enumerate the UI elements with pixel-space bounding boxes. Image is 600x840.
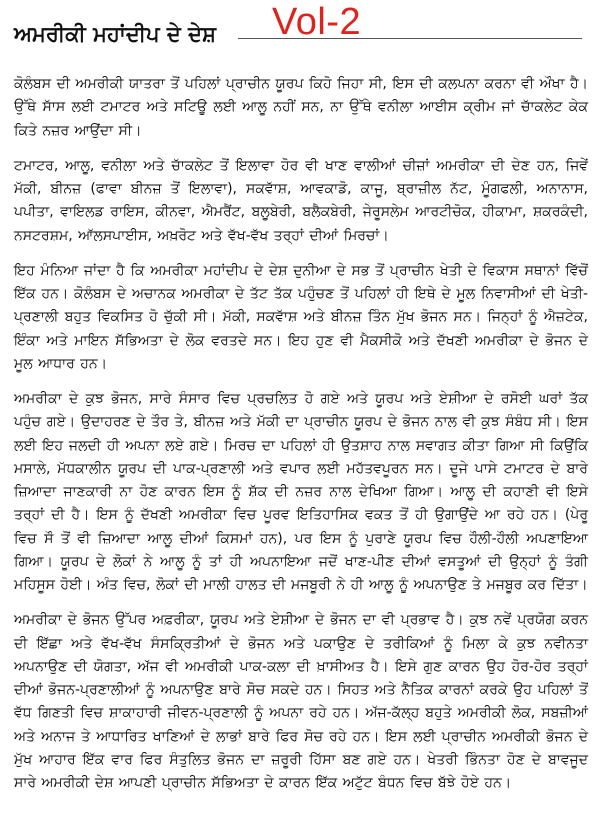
page-title: ਅਮਰੀਕੀ ਮਹਾਂਦੀਪ ਦੇ ਦੇਸ਼	[14, 22, 217, 46]
paragraph-2: ਟਮਾਟਰ, ਆਲੂ, ਵਨੀਲਾ ਅਤੇ ਚਾੱਕਲੇਟ ਤੋਂ ਇਲਾਵਾ ਹੋਰ ਵੀ ਖਾਣ ਵਾਲੀਆਂ ਚੀਜ਼ਾਂ ਅਮਰੀਕਾ ਦੀ ਦੇਣ ਹਨ, ਜਿਵੇਂ ਮੱਕੀ, ਬੀਨਜ਼ (ਫਾਵਾ ਬੀਨਜ਼ ਤੋਂ ਇਲਾਵਾ), ਸਕਵਾੱਸ਼, ਆਵਕਾਡੋ, ਕਾਜੂ, ਬ੍ਰਾਜ਼ੀਲ ਨੱਟ, ਮੂੰਗਫਲੀ, ਅਨਾਨਾਸ, ਪਪੀਤਾ, ਵਾਇਲਡ ਰਾਇਸ, ਕੀਨਵਾ, ਐਮਰੈਂਟ, ਬਲੂਬੇਰੀ, ਬਲੈਕਬੇਰੀ, ਜੇਰੂਸਲੇਮ ਆਰਟੀਚੋਕ, ਹੀਕਾਮਾ, ਸ਼ਕਰਕੰਦੀ, ਨਸਟਰਸ਼ਮ, ਆੱਲਸਪਾਈਸ, ਅਖ਼ਰੋਟ ਅਤੇ ਵੱਖ-ਵੱਖ ਤਰ੍ਹਾਂ ਦੀਆਂ ਮਿਰਚਾਂ।	[14, 157, 588, 244]
paragraph-3: ਇਹ ਮੰਨਿਆ ਜਾਂਦਾ ਹੈ ਕਿ ਅਮਰੀਕਾ ਮਹਾਂਦੀਪ ਦੇ ਦੇਸ਼ ਦੁਨੀਆ ਦੇ ਸਭ ਤੋਂ ਪ੍ਰਾਚੀਨ ਖੇਤੀ ਦੇ ਵਿਕਾਸ ਸਥਾਨਾਂ ਵਿੱਚੋਂ ਇੱਕ ਹਨ। ਕੋਲੰਬਸ ਦੇ ਅਚਾਨਕ ਅਮਰੀਕਾ ਦੇ ਤੱਟ ਤੱਕ ਪਹੁੰਚਣ ਤੋਂ ਪਹਿਲਾਂ ਹੀ ਇਥੇ ਦੇ ਮੂਲ ਨਿਵਾਸੀਆਂ ਦੀ ਖੇਤੀ-ਪ੍ਰਣਾਲੀ ਬਹੁਤ ਵਿਕਸਿਤ ਹੋ ਚੁੱਕੀ ਸੀ। ਮੱਕੀ, ਸਕਵਾੱਸ਼ ਅਤੇ ਬੀਨਜ਼ ਤਿੰਨ ਮੁੱਖ ਭੋਜਨ ਸਨ। ਜਿਨ੍ਹਾਂ ਨੂੰ ਐਜ਼ਟੇਕ, ਇੰਕਾ ਅਤੇ ਮਾਇਨ ਸੱਭਿਅਤਾ ਦੇ ਲੋਕ ਵਰਤਦੇ ਸਨ। ਇਹ ਹੁਣ ਵੀ ਮੈਕਸੀਕੋ ਅਤੇ ਦੱਖਣੀ ਅਮਰੀਕਾ ਦੇ ਭੋਜਨ ਦੇ ਮੂਲ ਆਧਾਰ ਹਨ।	[14, 262, 588, 372]
article-body	[14, 73, 588, 807]
paragraph-4: ਅਮਰੀਕਾ ਦੇ ਕੁਝ ਭੋਜਨ, ਸਾਰੇ ਸੰਸਾਰ ਵਿਚ ਪ੍ਰਚਲਿਤ ਹੋ ਗਏ ਅਤੇ ਯੂਰਪ ਅਤੇ ਏਸ਼ੀਆ ਦੇ ਰਸੋਈ ਘਰਾਂ ਤੱਕ ਪਹੁੰਚ ਗਏ। ਉਦਾਹਰਣ ਦੇ ਤੌਰ ਤੇ, ਬੀਨਜ਼ ਅਤੇ ਮੱਕੀ ਦਾ ਪ੍ਰਾਚੀਨ ਯੂਰਪ ਦੇ ਭੋਜਨ ਨਾਲ ਵੀ ਕੁਝ ਸੰਬੰਧ ਸੀ। ਇਸ ਲਈ ਇਹ ਜਲਦੀ ਹੀ ਅਪਨਾ ਲਏ ਗਏ। ਮਿਰਚ ਦਾ ਪਹਿਲਾਂ ਹੀ ਉਤਸ਼ਾਹ ਨਾਲ ਸਵਾਗਤ ਕੀਤਾ ਗਿਆ ਸੀ ਕਿਉਂਕਿ ਮਸਾਲੇ, ਮੱਧਕਾਲੀਨ ਯੂਰਪ ਦੀ ਪਾਕ-ਪ੍ਰਣਾਲੀ ਅਤੇ ਵਪਾਰ ਲਈ ਮਹੱਤਵਪੂਰਨ ਸਨ। ਦੂਜੇ ਪਾਸੇ ਟਮਾਟਰ ਦੇ ਬਾਰੇ ਜ਼ਿਆਦਾ ਜਾਣਕਾਰੀ ਨਾ ਹੋਣ ਕਾਰਨ ਇਸ ਨੂੰ ਸ਼ੱਕ ਦੀ ਨਜ਼ਰ ਨਾਲ ਦੇਖਿਆ ਗਿਆ। ਆਲੂ ਦੀ ਕਹਾਣੀ ਵੀ ਇਸੇ ਤਰ੍ਹਾਂ ਦੀ ਹੈ। ਇਸ ਨੂੰ ਦੱਖਣੀ ਅਮਰੀਕਾ ਵਿਚ ਪੂਰਵ ਇਤਿਹਾਸਿਕ ਵਕਤ ਤੋਂ ਹੀ ਉਗਾਉਂਦੇ ਆ ਰਹੇ ਹਨ। (ਪੇਰੂ ਵਿਚ ਸੌ ਤੋਂ ਵੀ ਜ਼ਿਆਦਾ ਆਲੂ ਦੀਆਂ ਕਿਸਮਾਂ ਹਨ), ਪਰ ਇਸ ਨੂੰ ਪੁਰਾਣੇ ਯੂਰਪ ਵਿਚ ਹੌਲੀ-ਹੌਲੀ ਅਪਣਾਇਆ ਗਿਆ। ਯੂਰਪ ਦੇ ਲੋਕਾਂ ਨੇ ਆਲੂ ਨੂੰ ਤਾਂ ਹੀ ਅਪਨਾਇਆ ਜਦੋਂ ਖਾਣ-ਪੀਣ ਦੀਆਂ ਵਸਤੂਆਂ ਦੀ ਉਨ੍ਹਾਂ ਨੂੰ ਤੰਗੀ ਮਹਿਸੂਸ ਹੋਈ। ਅੰਤ ਵਿਚ, ਲੋਕਾਂ ਦੀ ਮਾਲੀ ਹਾਲਤ ਦੀ ਮਜਬੂਰੀ ਨੇ ਹੀ ਆਲੂ ਨੂੰ ਅਪਨਾਉਣ ਤੇ ਮਜਬੂਰ ਕਰ ਦਿੱਤਾ।	[14, 391, 588, 593]
paragraph-5: ਅਮਰੀਕਾ ਦੇ ਭੋਜਨ ਉੱਪਰ ਅਫ਼ਰੀਕਾ, ਯੂਰਪ ਅਤੇ ਏਸ਼ੀਆ ਦੇ ਭੋਜਨ ਦਾ ਵੀ ਪ੍ਰਭਾਵ ਹੈ। ਕੁਝ ਨਵੇਂ ਪ੍ਰਯੋਗ ਕਰਨ ਦੀ ਇੱਛਾ ਅਤੇ ਵੱਖ-ਵੱਖ ਸੰਸਕ੍ਰਿਤੀਆਂ ਦੇ ਭੋਜਨ ਅਤੇ ਪਕਾਉਣ ਦੇ ਤਰੀਕਿਆਂ ਨੂੰ ਮਿਲਾ ਕੇ ਕੁਝ ਨਵੀਨਤਾ ਅਪਨਾਉਣ ਦੀ ਯੋਗਤਾ, ਅੱਜ ਵੀ ਅਮਰੀਕੀ ਪਾਕ-ਕਲਾ ਦੀ ਖ਼ਾਸੀਅਤ ਹੈ। ਇਸੇ ਗੁਣ ਕਾਰਨ ਉਹ ਹੋਰ-ਹੋਰ ਤਰ੍ਹਾਂ ਦੀਆਂ ਭੋਜਨ-ਪ੍ਰਣਾਲੀਆਂ ਨੂੰ ਅਪਨਾਉਣ ਬਾਰੇ ਸੋਚ ਸਕਦੇ ਹਨ। ਸਿਹਤ ਅਤੇ ਨੈਤਿਕ ਕਾਰਨਾਂ ਕਰਕੇ ਉਹ ਪਹਿਲਾਂ ਤੋਂ ਵੱਧ ਗਿਣਤੀ ਵਿਚ ਸ਼ਾਕਾਹਾਰੀ ਜੀਵਨ-ਪ੍ਰਣਾਲੀ ਨੂੰ ਅਪਨਾ ਰਹੇ ਹਨ। ਅੱਜ-ਕੱਲ੍ਹ ਬਹੁਤੇ ਅਮਰੀਕੀ ਲੋਕ, ਸਬਜ਼ੀਆਂ ਅਤੇ ਅਨਾਜ ਤੇ ਆਧਾਰਿਤ ਖਾਣਿਆਂ ਦੇ ਲਾਭਾਂ ਬਾਰੇ ਫਿਰ ਸੋਚ ਰਹੇ ਹਨ। ਇਸ ਲਈ ਪ੍ਰਾਚੀਨ ਅਮਰੀਕੀ ਭੋਜਨ ਦੇ ਮੁੱਖ ਆਹਾਰ ਇੱਕ ਵਾਰ ਫਿਰ ਸੰਤੁਲਿਤ ਭੋਜਨ ਦਾ ਜ਼ਰੂਰੀ ਹਿੱਸਾ ਬਣ ਗਏ ਹਨ। ਖੇਤਰੀ ਭਿੰਨਤਾ ਹੋਣ ਦੇ ਬਾਵਜੂਦ ਸਾਰੇ ਅਮਰੀਕੀ ਦੇਸ਼ ਆਪਣੀ ਪ੍ਰਾਚੀਨ ਸੱਭਿਅਤਾ ਦੇ ਕਾਰਨ ਇੱਕ ਅਟੁੱਟ ਬੰਧਨ ਵਿਚ ਬੱਝੇ ਹੋਏ ਹਨ।	[14, 612, 588, 791]
paragraph-1: ਕੋਲੰਬਸ ਦੀ ਅਮਰੀਕੀ ਯਾਤਰਾ ਤੋਂ ਪਹਿਲਾਂ ਪ੍ਰਾਚੀਨ ਯੂਰਪ ਕਿਹੋ ਜਿਹਾ ਸੀ, ਇਸ ਦੀ ਕਲਪਨਾ ਕਰਨਾ ਵੀ ਔਖਾ ਹੈ। ਉੱਥੇ ਸਾੱਸ ਲਈ ਟਮਾਟਰ ਅਤੇ ਸਟਿਊ ਲਈ ਆਲੂ ਨਹੀਂ ਸਨ, ਨਾ ਉੱਥੇ ਵਨੀਲਾ ਆਈਸ ਕ੍ਰੀਮ ਜਾਂ ਚਾੱਕਲੇਟ ਕੇਕ ਕਿਤੇ ਨਜ਼ਰ ਆਉਂਦਾ ਸੀ।	[14, 76, 588, 139]
volume-label: Vol-2	[272, 1, 362, 43]
